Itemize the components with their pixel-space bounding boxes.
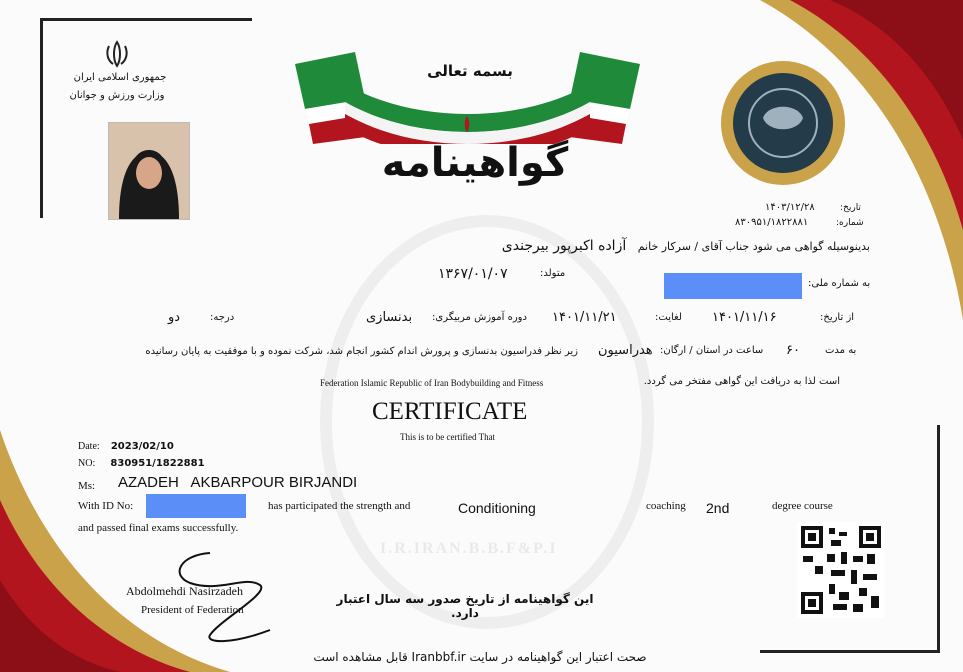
validity-text: این گواهینامه از تاریخ صدور سه سال اعتبار دارد. bbox=[336, 592, 594, 620]
no-label-en: NO: bbox=[78, 458, 96, 469]
date-label-en: Date: bbox=[78, 441, 100, 452]
flag-banner bbox=[295, 44, 640, 144]
holder-photo bbox=[108, 122, 190, 220]
certify-line bbox=[490, 238, 870, 254]
date-label-fa: تاریخ: bbox=[840, 203, 861, 213]
birth-label: متولد: bbox=[540, 268, 566, 279]
certify-text: بدینوسیله گواهی می شود جناب آقای / سرکار خانم bbox=[637, 240, 870, 253]
coaching-text: coaching bbox=[646, 500, 686, 512]
ms-label: Ms: bbox=[78, 480, 96, 492]
province-value: هدراسیون bbox=[598, 343, 653, 358]
discipline-value: Conditioning bbox=[458, 500, 536, 516]
frame-line bbox=[760, 650, 940, 653]
no-row-en bbox=[78, 458, 205, 469]
watermark-text: I.R.IRAN.B.B.F&P.I bbox=[380, 540, 558, 557]
title-fa: گواهینامه bbox=[381, 140, 569, 186]
footer-text: صحت اعتبار این گواهینامه در سایت Iranbbf.ir قابل مشاهده است bbox=[313, 650, 647, 664]
frame-line bbox=[40, 18, 252, 21]
frame-line bbox=[937, 425, 940, 653]
hours-text: ساعت در استان / ارگان: bbox=[660, 345, 764, 356]
degree-label-fa: درجه: bbox=[210, 312, 235, 323]
federation-name-en: Federation Islamic Republic of Iran Bodybuilding and Fitness bbox=[320, 378, 544, 388]
federation-line-fa: زیر نظر فدراسیون بدنسازی و پرورش اندام کشور انجام شد، شرکت نموده و با موفقیت به پایان رسانیده bbox=[145, 346, 578, 357]
from-label: از تاریخ: bbox=[820, 312, 855, 323]
qr-pattern bbox=[797, 522, 885, 618]
title-en: CERTIFICATE bbox=[372, 398, 528, 425]
final-line-fa: است لذا به دریافت این گواهی مفتخر می گردد. bbox=[643, 376, 840, 387]
redacted-id-en bbox=[146, 494, 246, 518]
signer-name: Abdolmehdi Nasirzadeh bbox=[126, 584, 243, 598]
passed-text: and passed final exams successfully. bbox=[78, 522, 239, 534]
date-row-en bbox=[78, 441, 174, 452]
no-value-en: 830951/1822881 bbox=[110, 458, 205, 469]
number-label-fa: شماره: bbox=[836, 218, 864, 228]
hours-value: ۶۰ bbox=[786, 343, 800, 358]
bismillah: بسمه تعالی bbox=[427, 62, 513, 80]
course-label: دوره آموزش مربیگری: bbox=[432, 312, 527, 323]
iran-emblem-icon bbox=[103, 40, 131, 68]
subtitle-en: This is to be certified That bbox=[400, 432, 496, 442]
id-label-fa: به شماره ملی: bbox=[808, 278, 871, 289]
to-value: ۱۴۰۱/۱۱/۲۱ bbox=[552, 310, 617, 325]
holder-name-en: AZADEH AKBARPOUR BIRJANDI bbox=[118, 474, 358, 491]
participated-text: has participated the strength and bbox=[268, 500, 411, 512]
from-value: ۱۴۰۱/۱۱/۱۶ bbox=[712, 310, 777, 325]
qr-code bbox=[797, 522, 885, 618]
federation-badge-icon bbox=[718, 58, 848, 188]
date-value-en: 2023/02/10 bbox=[110, 441, 174, 452]
birth-value: ۱۳۶۷/۰۱/۰۷ bbox=[438, 266, 508, 282]
org-line-2: وزارت ورزش و جوانان bbox=[69, 90, 165, 101]
to-label: لغایت: bbox=[655, 312, 682, 323]
date-value-fa: ۱۴۰۳/۱۲/۲۸ bbox=[765, 202, 815, 213]
holder-name-fa: آزاده اکبرپور بیرجندی bbox=[501, 238, 627, 254]
hours-label: به مدت bbox=[825, 345, 857, 356]
number-value-fa: ۸۳۰۹۵۱/۱۸۲۲۸۸۱ bbox=[735, 217, 809, 228]
frame-line bbox=[40, 18, 43, 218]
signer-title: President of Federation bbox=[141, 604, 244, 616]
course-value: بدنسازی bbox=[366, 310, 413, 325]
degree-course-text: degree course bbox=[772, 500, 833, 512]
redacted-id-fa bbox=[664, 273, 802, 299]
with-id-label: With ID No: bbox=[78, 500, 134, 512]
degree-value-fa: دو bbox=[168, 310, 181, 325]
degree-value-en: 2nd bbox=[706, 500, 730, 516]
org-line-1: جمهوری اسلامی ایران bbox=[73, 72, 167, 83]
